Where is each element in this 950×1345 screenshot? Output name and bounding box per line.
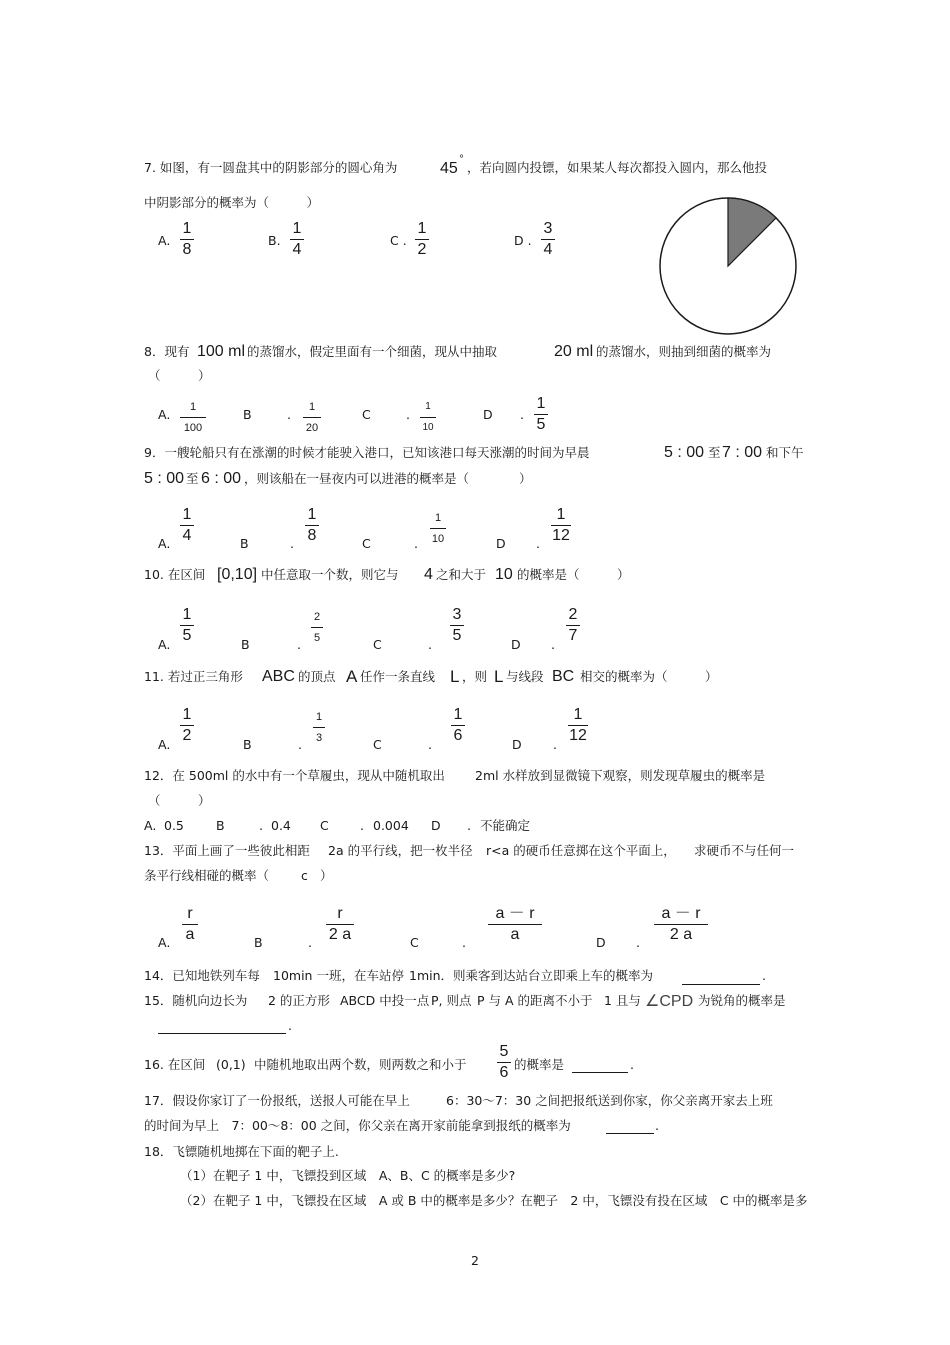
q8-opt-a-num: 1: [189, 401, 197, 413]
q8-text-1: 8．现有: [144, 344, 190, 359]
q7-opt-c-den: 2: [417, 241, 427, 258]
q10-opt-c-frac: [450, 606, 464, 645]
q9-and: 和下午: [766, 445, 804, 460]
q12-text-2: 2ml 水样放到显微镜下观察，则发现草履虫的概率是: [475, 768, 766, 783]
q9-opt-a-label: A.: [158, 536, 171, 551]
q9-opt-d-frac: [551, 506, 571, 545]
q10-opt-d-num: 2: [568, 606, 578, 623]
q8-opt-c-frac: [420, 398, 436, 437]
q7-disc-figure: [655, 195, 805, 340]
q9-opt-d-dot: .: [536, 536, 540, 551]
q11-text-3: 任作一条直线: [360, 669, 436, 684]
q9-opt-d-num: 1: [556, 506, 566, 523]
q9-opt-c-num: 1: [434, 512, 442, 524]
q8-opt-c-dot: .: [406, 407, 410, 422]
q9-opt-a-den: 4: [182, 527, 192, 544]
q9-text-1: 9．一艘轮船只有在涨潮的时候才能驶入港口，已知该港口每天涨潮的时间为早晨: [144, 445, 590, 460]
q11-opt-c-num: 1: [453, 706, 463, 723]
q10-opt-d-dot: .: [551, 637, 555, 652]
q11-opt-d-num: 1: [573, 706, 583, 723]
q11-opt-d-dot: .: [553, 737, 557, 752]
q15-text-4: P, 则点: [431, 993, 472, 1008]
q8-opt-b-dot: .: [287, 407, 291, 422]
q11-text-4: ，则: [462, 669, 488, 684]
q18-sub-1: （1）在靶子 1 中，飞镖投到区域 A、B、C 的概率是多少?: [180, 1168, 516, 1183]
q13-opt-a-num: r: [187, 905, 193, 922]
q13-opt-d-frac: [654, 905, 708, 944]
q9-opt-b-dot: .: [290, 536, 294, 551]
q10-text-4: 的概率是（ ）: [517, 567, 630, 582]
q8-opt-b-frac: [303, 398, 321, 437]
q8-opt-d-frac: [534, 395, 548, 434]
q9-opt-d-den: 12: [552, 527, 570, 544]
q16-den: 6: [499, 1064, 509, 1081]
q15-text-1: 15．随机向边长为: [144, 993, 248, 1008]
q11-opt-d-label: D: [512, 737, 522, 752]
q13-opt-a-frac: [182, 905, 198, 944]
q11-opt-b-dot: .: [298, 737, 302, 752]
q8-value-1: 100 ml: [197, 343, 246, 360]
q10-text-1: 10. 在区间: [144, 567, 206, 582]
q16-text-2: 中随机地取出两个数，则两数之和小于: [254, 1057, 467, 1072]
q11-opt-a-label: A.: [158, 737, 171, 752]
q13-opt-c-dot: .: [462, 935, 466, 950]
q12-opt-b-value: 0.4: [271, 818, 291, 833]
q9-opt-d-label: D: [496, 536, 506, 551]
q12-opt-d-value: 不能确定: [480, 818, 531, 833]
q11-opt-a-frac: [180, 706, 194, 745]
q13-opt-a-label: A.: [158, 935, 171, 950]
q7-opt-d-den: 4: [543, 241, 553, 258]
q9-opt-c-dot: .: [414, 536, 418, 551]
q10-opt-a-frac: [180, 606, 194, 645]
q9-opt-c-den: 10: [431, 533, 445, 545]
q11-text-6: 相交的概率为（ ）: [580, 669, 718, 684]
q10-opt-d-frac: [566, 606, 580, 645]
q11-opt-b-den: 3: [315, 732, 323, 744]
q15-text-3: ABCD 中投一点: [340, 993, 430, 1008]
q11-opt-b-frac: [313, 708, 325, 747]
q15-text-7: 为锐角的概率是: [698, 993, 786, 1008]
q7-opt-c-label: C .: [390, 233, 407, 248]
q10-text-2: 中任意取一个数，则它与: [261, 567, 399, 582]
q7-opt-a-frac: [180, 220, 194, 259]
q12-opt-c-label: C: [320, 818, 329, 833]
q14-text-3: 1min．则乘客到达站台立即乘上车的概率为: [409, 968, 654, 983]
q10-opt-b-frac: [311, 608, 323, 647]
q11-opt-b-label: B: [243, 737, 252, 752]
q15-answer-blank[interactable]: [158, 1017, 286, 1034]
q15-text-5: P 与 A 的距离不小于: [477, 993, 593, 1008]
q17-text-2: 6：30～7：30 之间把报纸送到你家，你父亲离开家去上班: [446, 1093, 773, 1108]
q9-opt-a-frac: [180, 506, 194, 545]
q12-text-1: 12．在 500ml 的水中有一个草履虫，现从中随机取出: [144, 768, 445, 783]
q9-opt-b-label: B: [240, 536, 249, 551]
q17-text-3: 的时间为早上 7：00～8：00 之间，你父亲在离开家前能拿到报纸的概率为: [144, 1118, 571, 1133]
q11-opt-c-label: C: [373, 737, 382, 752]
q8-opt-d-label: D: [483, 407, 493, 422]
q14-text-2: 10min 一班，在车站停: [273, 968, 404, 983]
q11-triangle: ABC: [262, 668, 295, 685]
q9-opt-c-frac: [430, 509, 446, 548]
q11-opt-b-num: 1: [315, 711, 323, 723]
q8-opt-b-label: B: [243, 407, 252, 422]
q16-text-1: 16. 在区间: [144, 1057, 206, 1072]
q7-opt-d-frac: [541, 220, 555, 259]
q13-opt-d-den: 2 a: [669, 926, 693, 943]
q10-value-2: 10: [495, 566, 513, 583]
q9-opt-b-frac: [305, 506, 319, 545]
q13-opt-c-den: a: [510, 926, 520, 943]
q16-num: 5: [499, 1043, 509, 1060]
q12-opt-b-label: B: [216, 818, 225, 833]
q13-text-4: 求硬币不与任何一: [694, 843, 795, 858]
q8-opt-a-label: A.: [158, 407, 171, 422]
q7-opt-d-num: 3: [543, 220, 553, 237]
q13-text-6: ）: [320, 868, 333, 883]
q17-answer-blank[interactable]: [606, 1117, 654, 1134]
q7-degree: °: [459, 154, 464, 165]
q11-opt-d-den: 12: [569, 727, 587, 744]
q11-opt-c-frac: [451, 706, 465, 745]
q7-opt-b-num: 1: [292, 220, 302, 237]
q9-opt-a-num: 1: [182, 506, 192, 523]
q15-text-2: 2 的正方形: [268, 993, 330, 1008]
q13-opt-c-num: a － r: [495, 905, 535, 922]
q10-opt-b-den: 5: [313, 632, 321, 644]
q8-opt-c-label: C: [362, 407, 371, 422]
q8-opt-d-dot: .: [520, 407, 524, 422]
q9-zhi-2: 至: [186, 471, 199, 486]
q10-interval: [0,10]: [217, 566, 258, 583]
q10-value-1: 4: [424, 566, 433, 583]
q7-opt-a-num: 1: [182, 220, 192, 237]
q12-opt-a-label: A.: [144, 818, 157, 833]
q10-opt-c-den: 5: [452, 627, 462, 644]
q11-text-2: 的顶点: [298, 669, 336, 684]
q13-opt-b-den: 2 a: [328, 926, 352, 943]
q10-opt-b-num: 2: [313, 611, 321, 623]
q13-opt-d-label: D: [596, 935, 606, 950]
q8-paren: （ ）: [148, 368, 211, 383]
q18-text-1: 18．飞镖随机地掷在下面的靶子上.: [144, 1144, 339, 1159]
q17-text-1: 17．假设你家订了一份报纸，送报人可能在早上: [144, 1093, 410, 1108]
q14-end: .: [762, 968, 766, 983]
q12-opt-b-dot: .: [259, 818, 263, 833]
q13-opt-c-label: C: [410, 935, 419, 950]
q13-opt-b-num: r: [337, 905, 343, 922]
q7-angle: 45: [440, 160, 458, 177]
q7-opt-c-frac: [415, 220, 429, 259]
q13-text-5: 条平行线相碰的概率（: [144, 868, 270, 883]
q13-opt-d-dot: .: [636, 935, 640, 950]
q15-end: .: [288, 1018, 292, 1033]
q11-point: A: [346, 667, 358, 686]
q10-opt-b-dot: .: [297, 637, 301, 652]
q13-answer: c: [301, 868, 308, 883]
q9-time-1: 5 : 00: [664, 444, 705, 461]
q7-opt-b-den: 4: [292, 241, 302, 258]
q13-opt-d-num: a － r: [661, 905, 701, 922]
q8-opt-b-num: 1: [308, 401, 316, 413]
q12-paren: （ ）: [148, 793, 211, 808]
q10-opt-d-den: 7: [568, 627, 578, 644]
q15-text-6: 1 且与: [604, 993, 641, 1008]
q8-opt-c-num: 1: [425, 401, 431, 412]
q8-opt-a-den: 100: [183, 422, 203, 434]
q13-opt-a-den: a: [185, 926, 195, 943]
q8-opt-a-frac: [180, 398, 206, 437]
q11-text-5: 与线段: [506, 669, 544, 684]
q10-opt-a-label: A.: [158, 637, 171, 652]
q16-interval: (0,1): [216, 1057, 246, 1072]
q11-opt-c-den: 6: [453, 727, 463, 744]
q9-opt-b-den: 8: [307, 527, 317, 544]
q10-opt-a-num: 1: [182, 606, 192, 623]
q9-text-2: ，则该船在一昼夜内可以进港的概率是（ ）: [244, 471, 532, 486]
q10-text-3: 之和大于: [436, 567, 487, 582]
q8-opt-b-den: 20: [305, 422, 319, 434]
q10-opt-c-label: C: [373, 637, 382, 652]
q16-text-3: 的概率是: [514, 1057, 565, 1072]
q7-text-1b: ，若向圆内投镖，如果某人每次都投入圆内，那么他投: [467, 160, 768, 175]
q12-opt-a-value: 0.5: [164, 818, 184, 833]
q18-sub-2: （2）在靶子 1 中，飞镖投在区域 A 或 B 中的概率是多少？在靶子 2 中，飞镖没有投在区域 C 中的概率是多: [180, 1193, 808, 1208]
q11-segment: BC: [552, 668, 575, 685]
q13-opt-b-frac: [326, 905, 354, 944]
q16-answer-blank[interactable]: [572, 1056, 628, 1073]
q9-opt-b-num: 1: [307, 506, 317, 523]
q9-time-2: 7 : 00: [722, 444, 763, 461]
q16-frac: [497, 1043, 511, 1082]
q13-opt-c-frac: [488, 905, 542, 944]
q12-opt-d-label: D: [431, 818, 441, 833]
q11-line: L: [450, 667, 460, 686]
q10-opt-d-label: D: [511, 637, 521, 652]
q10-opt-c-dot: .: [428, 637, 432, 652]
q9-zhi-1: 至: [708, 445, 721, 460]
q7-opt-a-den: 8: [182, 241, 192, 258]
q11-opt-c-dot: .: [428, 737, 432, 752]
q10-opt-b-label: B: [241, 637, 250, 652]
q8-text-3: 的蒸馏水，则抽到细菌的概率为: [596, 344, 772, 359]
q11-text-1: 11. 若过正三角形: [144, 669, 243, 684]
q8-opt-c-den: 10: [422, 422, 434, 433]
q9-time-4: 6 : 00: [201, 470, 242, 487]
page-number: 2: [471, 1253, 479, 1268]
q13-text-3: r<a 的硬币任意掷在这个平面上，: [486, 843, 676, 858]
q9-time-3: 5 : 00: [144, 470, 185, 487]
q11-line-2: L: [494, 667, 504, 686]
q17-end: .: [655, 1118, 659, 1133]
q8-opt-d-num: 1: [536, 395, 546, 412]
q12-opt-d-dot: .: [467, 818, 471, 833]
q8-text-2: 的蒸馏水，假定里面有一个细菌，现从中抽取: [247, 344, 498, 359]
q8-opt-d-den: 5: [536, 416, 546, 433]
q13-opt-b-label: B: [254, 935, 263, 950]
q7-text-1a: 7. 如图，有一圆盘其中的阴影部分的圆心角为: [144, 160, 398, 175]
q7-text-2: 中阴影部分的概率为（ ）: [144, 195, 320, 210]
q10-opt-a-den: 5: [182, 627, 192, 644]
q15-angle: ∠CPD: [645, 993, 694, 1010]
q13-text-1: 13．平面上画了一些彼此相距: [144, 843, 310, 858]
q13-text-2: 2a 的平行线，把一枚半径: [328, 843, 473, 858]
q12-opt-c-value: 0.004: [373, 818, 409, 833]
q7-opt-d-label: D .: [514, 233, 532, 248]
q14-answer-blank[interactable]: [682, 968, 760, 985]
q7-opt-a-label: A.: [158, 233, 171, 248]
q7-opt-c-num: 1: [417, 220, 427, 237]
q16-end: .: [630, 1057, 634, 1072]
q14-text-1: 14．已知地铁列车每: [144, 968, 260, 983]
q13-opt-b-dot: .: [308, 935, 312, 950]
q11-opt-a-den: 2: [182, 727, 192, 744]
q7-opt-b-label: B.: [268, 233, 281, 248]
q8-value-2: 20 ml: [554, 343, 594, 360]
q11-opt-a-num: 1: [182, 706, 192, 723]
q12-opt-c-dot: .: [360, 818, 364, 833]
q9-opt-c-label: C: [362, 536, 371, 551]
q11-opt-d-frac: [568, 706, 588, 745]
q7-opt-b-frac: [290, 220, 304, 259]
q10-opt-c-num: 3: [452, 606, 462, 623]
